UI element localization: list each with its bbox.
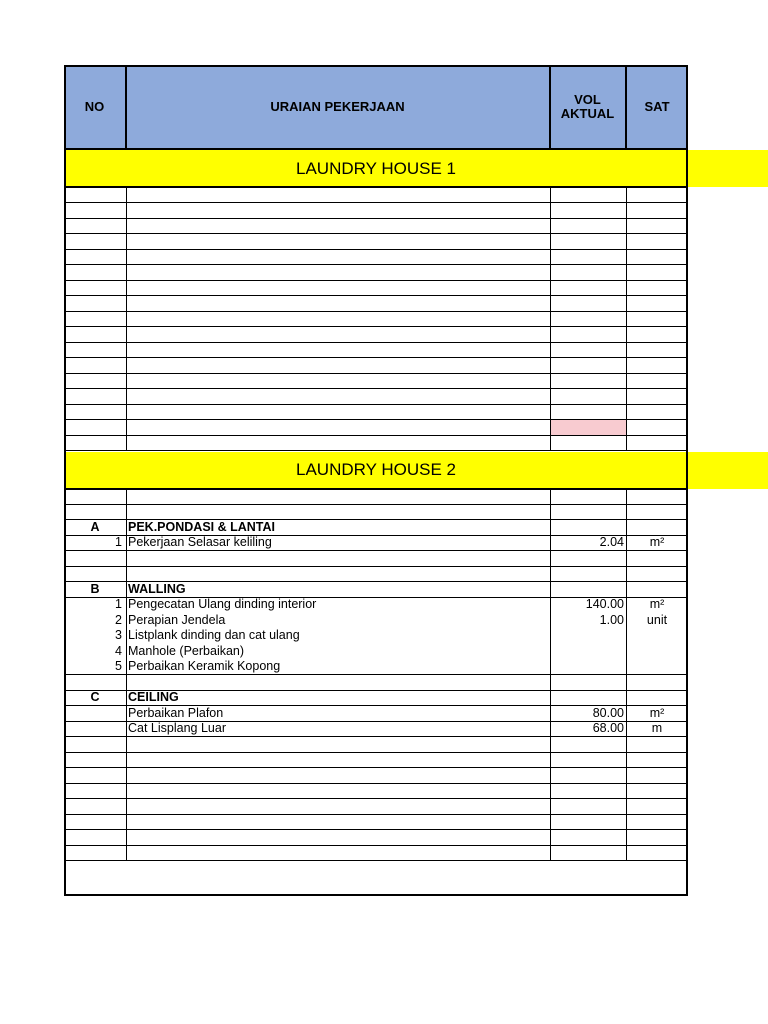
cell-sat[interactable]: m	[651, 721, 663, 735]
cell-vol[interactable]	[550, 404, 626, 419]
cell-no[interactable]	[64, 830, 126, 845]
cell-vol[interactable]	[550, 644, 626, 659]
cell-no[interactable]	[64, 737, 126, 752]
table-row	[64, 659, 688, 675]
cell-no[interactable]	[64, 783, 126, 798]
cell-uraian[interactable]: CEILING	[128, 690, 179, 704]
table-header	[64, 65, 688, 149]
cell-uraian[interactable]: Perapian Jendela	[128, 612, 226, 627]
cell-uraian[interactable]	[126, 218, 550, 233]
cell-sat[interactable]: unit	[646, 612, 668, 627]
cell-no[interactable]	[64, 721, 126, 736]
header-aktual-label: AKTUAL	[560, 106, 615, 121]
cell-sat[interactable]	[626, 311, 688, 326]
cell-sat[interactable]	[626, 420, 688, 435]
cell-vol[interactable]	[550, 566, 626, 581]
table-row	[64, 404, 688, 420]
cell-uraian[interactable]	[126, 265, 550, 280]
cell-sat[interactable]	[626, 404, 688, 419]
cell-sat[interactable]	[626, 280, 688, 295]
cell-uraian[interactable]	[126, 845, 550, 860]
cell-uraian[interactable]	[126, 187, 550, 202]
cell-uraian[interactable]	[126, 404, 550, 419]
table-row	[64, 783, 688, 799]
cell-no[interactable]	[64, 420, 126, 435]
cell-vol[interactable]: 80.00	[592, 705, 624, 720]
cell-no[interactable]: 1	[115, 597, 122, 611]
cell-no[interactable]: B	[90, 581, 100, 596]
cell-vol[interactable]	[550, 737, 626, 752]
cell-uraian[interactable]	[126, 435, 550, 450]
table-row	[64, 845, 688, 861]
table-row	[64, 265, 688, 281]
cell-no[interactable]: 4	[115, 643, 122, 658]
cell-no[interactable]	[64, 358, 126, 373]
table-row	[64, 296, 688, 312]
table-row	[64, 737, 688, 753]
table-row	[64, 690, 688, 706]
table-row	[64, 342, 688, 358]
cell-uraian[interactable]	[126, 551, 550, 566]
cell-vol[interactable]	[550, 203, 626, 218]
cell-sat[interactable]	[626, 752, 688, 767]
cell-uraian[interactable]	[126, 280, 550, 295]
table-row	[64, 582, 688, 598]
cell-no[interactable]	[64, 311, 126, 326]
cell-no[interactable]	[64, 845, 126, 860]
cell-vol[interactable]: 1.00	[599, 612, 624, 627]
cell-sat[interactable]	[626, 814, 688, 829]
table-row	[64, 799, 688, 815]
cell-uraian[interactable]	[126, 420, 550, 435]
cell-vol[interactable]	[550, 420, 626, 435]
table-row	[64, 535, 688, 551]
cell-sat[interactable]	[626, 737, 688, 752]
cell-sat[interactable]	[626, 265, 688, 280]
cell-vol[interactable]	[550, 358, 626, 373]
cell-sat[interactable]	[626, 783, 688, 798]
column-divider	[126, 489, 127, 861]
cell-vol[interactable]	[550, 690, 626, 705]
cell-no[interactable]	[64, 706, 126, 721]
cell-sat[interactable]: m²	[649, 535, 665, 549]
cell-vol[interactable]	[550, 628, 626, 643]
cell-uraian[interactable]	[126, 311, 550, 326]
section-header	[64, 150, 768, 187]
cell-no[interactable]	[64, 296, 126, 311]
cell-no[interactable]	[64, 435, 126, 450]
cell-sat[interactable]: m²	[649, 705, 665, 720]
cell-vol[interactable]	[550, 799, 626, 814]
column-divider	[126, 187, 127, 451]
cell-uraian[interactable]	[126, 234, 550, 249]
table-row	[64, 420, 688, 436]
cell-uraian[interactable]	[126, 203, 550, 218]
cell-no[interactable]	[64, 234, 126, 249]
cell-no[interactable]	[64, 389, 126, 404]
cell-vol[interactable]	[550, 489, 626, 504]
header-vol-label: VOL	[574, 92, 601, 107]
cell-uraian[interactable]	[126, 799, 550, 814]
header-uraian[interactable]	[126, 65, 550, 149]
cell-no[interactable]	[64, 203, 126, 218]
cell-no[interactable]	[64, 814, 126, 829]
cell-vol[interactable]	[550, 234, 626, 249]
table-row	[64, 520, 688, 536]
cell-sat[interactable]	[626, 551, 688, 566]
cell-no[interactable]: A	[90, 519, 100, 534]
cell-vol[interactable]	[550, 830, 626, 845]
cell-vol[interactable]	[550, 551, 626, 566]
cell-no[interactable]	[64, 752, 126, 767]
column-divider	[626, 65, 627, 149]
table-row	[64, 203, 688, 219]
cell-sat[interactable]	[626, 249, 688, 264]
table-row	[64, 814, 688, 830]
cell-vol[interactable]	[550, 768, 626, 783]
cell-no[interactable]	[64, 327, 126, 342]
cell-sat[interactable]	[626, 296, 688, 311]
table-row	[64, 389, 688, 405]
cell-vol[interactable]	[550, 582, 626, 597]
cell-no[interactable]	[64, 504, 126, 519]
cell-sat[interactable]: m²	[649, 597, 665, 611]
header-vol-aktual[interactable]	[550, 65, 626, 149]
cell-uraian[interactable]: Pekerjaan Selasar keliling	[128, 535, 272, 549]
cell-uraian[interactable]: WALLING	[128, 581, 186, 596]
column-divider	[626, 187, 627, 451]
header-no[interactable]	[64, 65, 126, 149]
cell-uraian[interactable]	[126, 566, 550, 581]
cell-vol[interactable]	[550, 389, 626, 404]
cell-uraian[interactable]	[126, 373, 550, 388]
table-row	[64, 358, 688, 374]
cell-uraian[interactable]	[126, 737, 550, 752]
cell-sat[interactable]	[626, 373, 688, 388]
cell-no[interactable]	[64, 187, 126, 202]
table-row	[64, 644, 688, 659]
cell-uraian[interactable]	[126, 768, 550, 783]
cell-uraian[interactable]: Perbaikan Plafon	[128, 705, 224, 720]
cell-vol[interactable]	[550, 504, 626, 519]
cell-vol[interactable]	[550, 342, 626, 357]
header-sat-label: SAT	[644, 99, 670, 114]
table-row	[64, 597, 688, 612]
table-row	[64, 830, 688, 846]
column-divider	[126, 65, 127, 149]
cell-no[interactable]	[64, 489, 126, 504]
cell-vol[interactable]	[550, 296, 626, 311]
header-uraian-label: URAIAN PEKERJAAN	[270, 99, 405, 114]
cell-sat[interactable]	[626, 520, 688, 535]
column-divider	[550, 65, 551, 149]
table-row	[64, 249, 688, 265]
cell-sat[interactable]	[626, 234, 688, 249]
cell-sat[interactable]	[626, 358, 688, 373]
table-row	[64, 218, 688, 234]
table-row	[64, 435, 688, 451]
cell-uraian[interactable]	[126, 358, 550, 373]
cell-no[interactable]: 3	[115, 628, 122, 642]
cell-vol[interactable]	[550, 249, 626, 264]
cell-uraian[interactable]	[126, 489, 550, 504]
cell-no[interactable]	[64, 249, 126, 264]
cell-sat[interactable]	[626, 644, 688, 659]
table-row	[64, 327, 688, 343]
cell-vol[interactable]	[550, 783, 626, 798]
section-header	[64, 452, 768, 489]
table-row	[64, 234, 688, 250]
cell-vol[interactable]: 68.00	[592, 721, 624, 735]
cell-no[interactable]	[64, 218, 126, 233]
cell-uraian[interactable]: Cat Lisplang Luar	[128, 721, 226, 735]
cell-sat[interactable]	[626, 327, 688, 342]
column-divider	[626, 489, 627, 861]
cell-no[interactable]	[64, 675, 126, 690]
table-row	[64, 504, 688, 520]
cell-uraian[interactable]	[126, 327, 550, 342]
cell-uraian[interactable]: Listplank dinding dan cat ulang	[128, 628, 300, 642]
section-title: LAUNDRY HOUSE 1	[296, 158, 456, 178]
table-row	[64, 628, 688, 643]
cell-sat[interactable]	[626, 566, 688, 581]
table-row	[64, 721, 688, 737]
cell-uraian[interactable]	[126, 783, 550, 798]
table-row	[64, 187, 688, 203]
table-row	[64, 373, 688, 389]
header-sat[interactable]	[626, 65, 688, 149]
cell-vol[interactable]	[550, 187, 626, 202]
cell-no[interactable]	[64, 280, 126, 295]
table-row	[64, 706, 688, 722]
table-row	[64, 551, 688, 567]
cell-sat[interactable]	[626, 659, 688, 674]
cell-sat[interactable]	[626, 389, 688, 404]
table-row	[64, 489, 688, 505]
cell-no[interactable]: C	[90, 690, 100, 704]
cell-no[interactable]	[64, 768, 126, 783]
cell-uraian[interactable]	[126, 389, 550, 404]
table-row	[64, 280, 688, 296]
cell-sat[interactable]	[626, 504, 688, 519]
cell-vol[interactable]	[550, 752, 626, 767]
cell-uraian[interactable]	[126, 249, 550, 264]
cell-no[interactable]	[64, 799, 126, 814]
table-row	[64, 768, 688, 784]
cell-vol[interactable]	[550, 520, 626, 535]
cell-sat[interactable]	[626, 489, 688, 504]
cell-no[interactable]: 1	[115, 535, 122, 549]
cell-vol[interactable]	[550, 311, 626, 326]
cell-no[interactable]: 2	[115, 612, 122, 627]
section-title: LAUNDRY HOUSE 2	[296, 460, 456, 479]
cell-no[interactable]	[64, 342, 126, 357]
cell-uraian[interactable]	[126, 504, 550, 519]
cell-sat[interactable]	[626, 845, 688, 860]
cell-vol[interactable]	[550, 327, 626, 342]
column-divider	[550, 489, 551, 861]
table-row	[64, 675, 688, 691]
cell-uraian[interactable]: Manhole (Perbaikan)	[128, 643, 245, 658]
cell-vol[interactable]	[550, 435, 626, 450]
table-row	[64, 566, 688, 582]
cell-sat[interactable]	[626, 690, 688, 705]
cell-uraian[interactable]	[126, 342, 550, 357]
cell-sat[interactable]	[626, 675, 688, 690]
cell-sat[interactable]	[626, 203, 688, 218]
cell-uraian[interactable]	[126, 814, 550, 829]
cell-uraian[interactable]	[126, 752, 550, 767]
table-row	[64, 311, 688, 327]
cell-sat[interactable]	[626, 799, 688, 814]
cell-sat[interactable]	[626, 582, 688, 597]
cell-uraian[interactable]	[126, 830, 550, 845]
cell-uraian[interactable]	[126, 296, 550, 311]
cell-sat[interactable]	[626, 435, 688, 450]
table-row	[64, 613, 688, 628]
cell-sat[interactable]	[626, 218, 688, 233]
cell-vol[interactable]	[550, 218, 626, 233]
cell-no[interactable]	[64, 373, 126, 388]
cell-vol[interactable]	[550, 814, 626, 829]
cell-vol[interactable]: 140.00	[585, 597, 624, 611]
cell-vol[interactable]	[550, 845, 626, 860]
cell-vol[interactable]	[550, 373, 626, 388]
header-no-label: NO	[84, 99, 105, 114]
cell-no[interactable]: 5	[115, 659, 122, 673]
cell-uraian[interactable]: PEK.PONDASI & LANTAI	[128, 519, 275, 534]
cell-sat[interactable]	[626, 830, 688, 845]
cell-vol[interactable]	[550, 659, 626, 674]
cell-no[interactable]	[64, 551, 126, 566]
cell-sat[interactable]	[626, 768, 688, 783]
cell-no[interactable]	[64, 265, 126, 280]
cell-sat[interactable]	[626, 187, 688, 202]
cell-no[interactable]	[64, 404, 126, 419]
cell-uraian[interactable]	[126, 675, 550, 690]
cell-vol[interactable]	[550, 280, 626, 295]
cell-uraian[interactable]: Perbaikan Keramik Kopong	[128, 659, 281, 673]
cell-sat[interactable]	[626, 342, 688, 357]
cell-no[interactable]	[64, 566, 126, 581]
cell-vol[interactable]	[550, 265, 626, 280]
cell-uraian[interactable]: Pengecatan Ulang dinding interior	[128, 597, 317, 611]
cell-vol[interactable]	[550, 675, 626, 690]
column-divider	[550, 187, 551, 451]
table-row	[64, 752, 688, 768]
cell-sat[interactable]	[626, 628, 688, 643]
cell-vol[interactable]: 2.04	[599, 535, 624, 549]
